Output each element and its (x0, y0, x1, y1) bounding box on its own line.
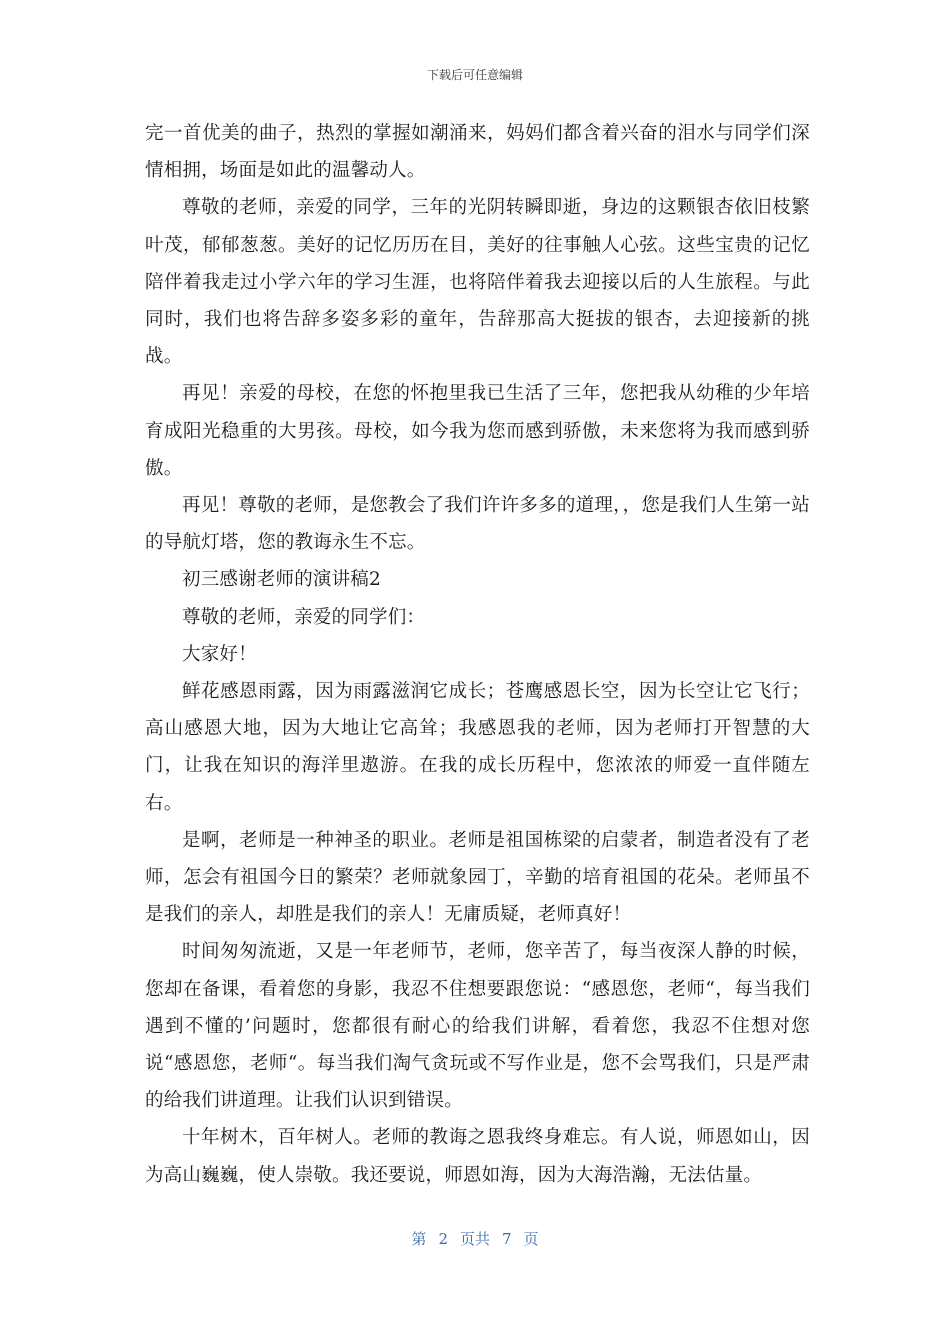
paragraph: 完一首优美的曲子，热烈的掌握如潮涌来，妈妈们都含着兴奋的泪水与同学们深情相拥，场面是如此的温馨动人。 (145, 123, 810, 182)
document-body (145, 115, 810, 1194)
paragraph: 再见！尊敬的老师，是您教会了我们许许多多的道理，，您是我们人生第一站的导航灯塔，您的教诲永生不忘。 (145, 495, 810, 554)
page-of-label: 页共 (459, 1230, 490, 1248)
paragraph: 尊敬的老师，亲爱的同学，三年的光阴转瞬即逝，身边的这颗银杏依旧枝繁叶茂，郁郁葱葱。美好的记忆历历在目，美好的往事触人心弦。这些宝贵的记忆陪伴着我走过小学六年的学习生涯，也将陪伴着我去迎接以后的人生旅程。与此同时，我们也将告辞多姿多彩的童年，告辞那高大挺拔的银杏，去迎接新的挑战。 (145, 197, 810, 368)
paragraph: 再见！亲爱的母校，在您的怀抱里我已生活了三年，您把我从幼稚的少年培育成阳光稳重的大男孩。母校，如今我为您而感到骄傲，未来您将为我而感到骄傲。 (145, 383, 810, 479)
greeting: 大家好！ (182, 643, 257, 665)
paragraph: 十年树木，百年树人。老师的教诲之恩我终身难忘。有人说，师恩如山，因为高山巍巍，使人崇敬。我还要说，师恩如海，因为大海浩瀚，无法估量。 (145, 1127, 810, 1186)
paragraph: 时间匆匆流逝，又是一年老师节，老师，您辛苦了，每当夜深人静的时候，您却在备课，看着您的身影，我忍不住想要跟您说：“感恩您，老师“，每当我们遇到不懂的’问题时，您都很有耐心的给我们讲解，看着您，我忍不住想对您说“感恩您，老师“。每当我们淘气贪玩或不写作业是，您不会骂我们，只是严肃的给我们讲道理。让我们认识到错误。 (145, 941, 810, 1112)
page-number-footer (0, 1228, 950, 1249)
salutation: 尊敬的老师，亲爱的同学们： (182, 606, 426, 628)
current-page-number: 2 (438, 1230, 448, 1248)
page-header: 下载后可任意编辑 (426, 68, 523, 82)
paragraph: 是啊，老师是一种神圣的职业。老师是祖国栋梁的启蒙者，制造者没有了老师，怎会有祖国今日的繁荣？老师就象园丁，辛勤的培育祖国的花朵。老师虽不是我们的亲人，却胜是我们的亲人！无庸质疑，老师真好！ (145, 829, 810, 926)
page-label: 第 (411, 1230, 427, 1248)
page-end-label: 页 (523, 1230, 539, 1248)
paragraph: 鲜花感恩雨露，因为雨露滋润它成长；苍鹰感恩长空，因为长空让它飞行；高山感恩大地，因为大地让它高耸；我感恩我的老师，因为老师打开智慧的大门，让我在知识的海洋里遨游。在我的成长历程中，您浓浓的师爱一直伴随左右。 (145, 681, 810, 814)
total-pages-number: 7 (502, 1230, 512, 1248)
section-heading: 初三感谢老师的演讲稿2 (182, 569, 381, 591)
